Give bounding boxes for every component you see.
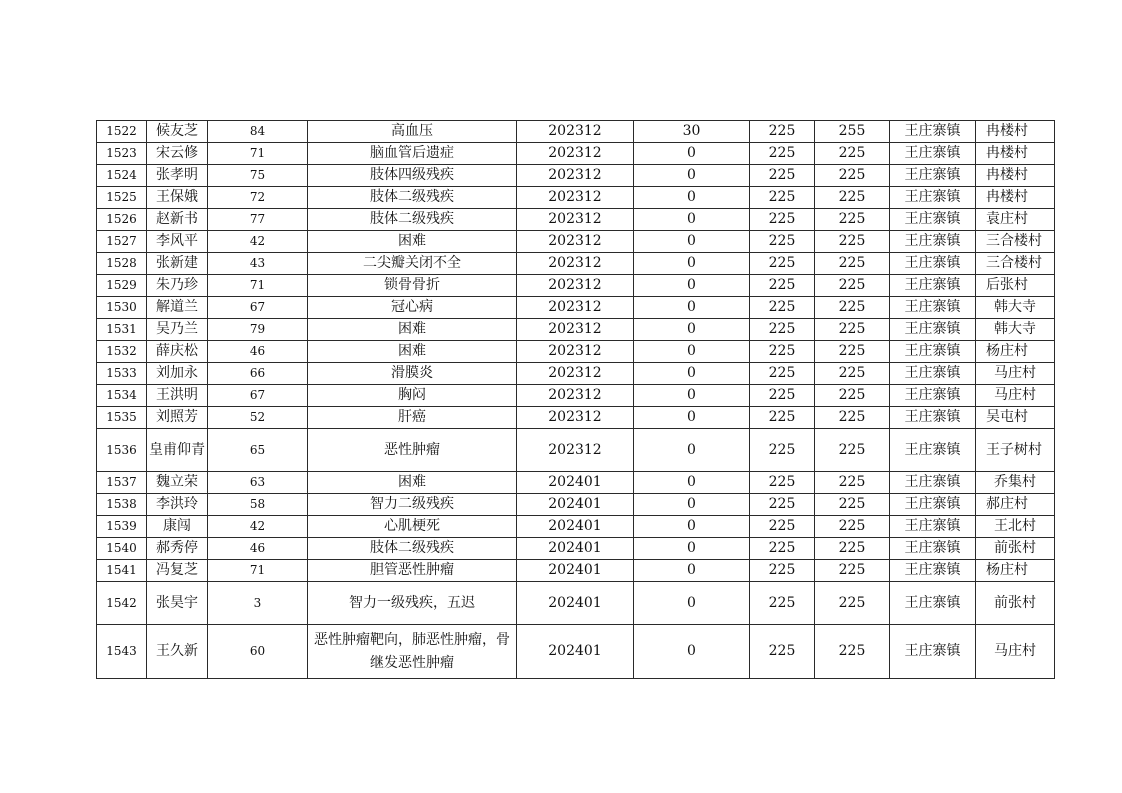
period-month-cell: 202312 <box>517 231 634 253</box>
amount-total-cell: 225 <box>815 582 890 625</box>
person-age-cell: 46 <box>208 341 308 363</box>
person-age-cell: 63 <box>208 472 308 494</box>
amount-1-cell: 0 <box>634 253 750 275</box>
person-age-cell: 58 <box>208 494 308 516</box>
village-cell: 三合楼村 <box>976 253 1055 275</box>
village-cell: 韩大寺 <box>976 297 1055 319</box>
table-row <box>97 209 1055 231</box>
person-name-cell: 张孝明 <box>147 165 208 187</box>
village-cell: 杨庄村 <box>976 341 1055 363</box>
period-month-cell: 202312 <box>517 429 634 472</box>
record-number-cell: 1541 <box>97 560 147 582</box>
amount-1-cell: 0 <box>634 231 750 253</box>
person-age-cell: 66 <box>208 363 308 385</box>
table-row <box>97 407 1055 429</box>
amount-1-cell: 0 <box>634 407 750 429</box>
town-cell: 王庄寨镇 <box>890 407 976 429</box>
record-number-cell: 1522 <box>97 121 147 143</box>
period-month-cell: 202401 <box>517 538 634 560</box>
condition-cell: 困难 <box>308 472 517 494</box>
village-cell: 冉楼村 <box>976 187 1055 209</box>
amount-1-cell: 0 <box>634 319 750 341</box>
town-cell: 王庄寨镇 <box>890 231 976 253</box>
person-age-cell: 60 <box>208 625 308 679</box>
amount-2-cell: 225 <box>750 341 815 363</box>
condition-cell: 脑血管后遗症 <box>308 143 517 165</box>
village-cell: 王北村 <box>976 516 1055 538</box>
town-cell: 王庄寨镇 <box>890 209 976 231</box>
town-cell: 王庄寨镇 <box>890 494 976 516</box>
record-number-cell: 1524 <box>97 165 147 187</box>
amount-1-cell: 0 <box>634 429 750 472</box>
table-row <box>97 297 1055 319</box>
person-name-cell: 郝秀停 <box>147 538 208 560</box>
person-name-cell: 魏立荣 <box>147 472 208 494</box>
town-cell: 王庄寨镇 <box>890 121 976 143</box>
person-name-cell: 刘加永 <box>147 363 208 385</box>
person-age-cell: 52 <box>208 407 308 429</box>
amount-2-cell: 225 <box>750 429 815 472</box>
village-cell: 袁庄村 <box>976 209 1055 231</box>
amount-total-cell: 225 <box>815 165 890 187</box>
period-month-cell: 202401 <box>517 472 634 494</box>
person-name-cell: 李洪玲 <box>147 494 208 516</box>
record-number-cell: 1531 <box>97 319 147 341</box>
person-name-cell: 宋云修 <box>147 143 208 165</box>
record-number-cell: 1542 <box>97 582 147 625</box>
condition-cell: 困难 <box>308 341 517 363</box>
record-number-cell: 1543 <box>97 625 147 679</box>
condition-cell: 二尖瓣关闭不全 <box>308 253 517 275</box>
village-cell: 吴屯村 <box>976 407 1055 429</box>
amount-2-cell: 225 <box>750 494 815 516</box>
period-month-cell: 202312 <box>517 165 634 187</box>
table-row <box>97 341 1055 363</box>
person-name-cell: 康闯 <box>147 516 208 538</box>
person-age-cell: 77 <box>208 209 308 231</box>
period-month-cell: 202312 <box>517 121 634 143</box>
amount-2-cell: 225 <box>750 385 815 407</box>
person-age-cell: 84 <box>208 121 308 143</box>
amount-total-cell: 225 <box>815 341 890 363</box>
person-age-cell: 65 <box>208 429 308 472</box>
record-number-cell: 1523 <box>97 143 147 165</box>
village-cell: 三合楼村 <box>976 231 1055 253</box>
village-cell: 韩大寺 <box>976 319 1055 341</box>
record-number-cell: 1529 <box>97 275 147 297</box>
period-month-cell: 202312 <box>517 341 634 363</box>
condition-cell: 智力一级残疾，五迟 <box>308 582 517 625</box>
condition-cell: 冠心病 <box>308 297 517 319</box>
record-number-cell: 1538 <box>97 494 147 516</box>
table-row <box>97 253 1055 275</box>
town-cell: 王庄寨镇 <box>890 385 976 407</box>
table-row <box>97 363 1055 385</box>
table-row <box>97 429 1055 472</box>
amount-1-cell: 30 <box>634 121 750 143</box>
amount-1-cell: 0 <box>634 385 750 407</box>
person-age-cell: 3 <box>208 582 308 625</box>
person-name-cell: 王保娥 <box>147 187 208 209</box>
amount-2-cell: 225 <box>750 625 815 679</box>
amount-1-cell: 0 <box>634 165 750 187</box>
period-month-cell: 202401 <box>517 582 634 625</box>
amount-1-cell: 0 <box>634 582 750 625</box>
period-month-cell: 202312 <box>517 143 634 165</box>
town-cell: 王庄寨镇 <box>890 516 976 538</box>
amount-1-cell: 0 <box>634 472 750 494</box>
person-name-cell: 王久新 <box>147 625 208 679</box>
village-cell: 后张村 <box>976 275 1055 297</box>
record-number-cell: 1532 <box>97 341 147 363</box>
condition-cell: 胆管恶性肿瘤 <box>308 560 517 582</box>
person-age-cell: 67 <box>208 297 308 319</box>
amount-2-cell: 225 <box>750 560 815 582</box>
record-number-cell: 1536 <box>97 429 147 472</box>
record-number-cell: 1534 <box>97 385 147 407</box>
amount-2-cell: 225 <box>750 319 815 341</box>
condition-cell: 滑膜炎 <box>308 363 517 385</box>
record-number-cell: 1526 <box>97 209 147 231</box>
condition-cell: 智力二级残疾 <box>308 494 517 516</box>
person-name-cell: 解道兰 <box>147 297 208 319</box>
person-age-cell: 46 <box>208 538 308 560</box>
person-name-cell: 李风平 <box>147 231 208 253</box>
period-month-cell: 202312 <box>517 187 634 209</box>
condition-cell: 肢体二级残疾 <box>308 538 517 560</box>
period-month-cell: 202401 <box>517 516 634 538</box>
person-age-cell: 42 <box>208 231 308 253</box>
amount-1-cell: 0 <box>634 341 750 363</box>
village-cell: 马庄村 <box>976 363 1055 385</box>
amount-2-cell: 225 <box>750 121 815 143</box>
person-name-cell: 赵新书 <box>147 209 208 231</box>
period-month-cell: 202312 <box>517 297 634 319</box>
amount-total-cell: 225 <box>815 187 890 209</box>
amount-total-cell: 225 <box>815 253 890 275</box>
amount-2-cell: 225 <box>750 472 815 494</box>
condition-cell: 困难 <box>308 319 517 341</box>
record-number-cell: 1539 <box>97 516 147 538</box>
amount-total-cell: 225 <box>815 494 890 516</box>
amount-total-cell: 225 <box>815 297 890 319</box>
period-month-cell: 202312 <box>517 319 634 341</box>
amount-total-cell: 255 <box>815 121 890 143</box>
amount-total-cell: 225 <box>815 385 890 407</box>
town-cell: 王庄寨镇 <box>890 625 976 679</box>
period-month-cell: 202312 <box>517 253 634 275</box>
amount-total-cell: 225 <box>815 209 890 231</box>
town-cell: 王庄寨镇 <box>890 560 976 582</box>
condition-cell: 困难 <box>308 231 517 253</box>
town-cell: 王庄寨镇 <box>890 275 976 297</box>
town-cell: 王庄寨镇 <box>890 297 976 319</box>
period-month-cell: 202312 <box>517 407 634 429</box>
town-cell: 王庄寨镇 <box>890 582 976 625</box>
amount-2-cell: 225 <box>750 209 815 231</box>
amount-total-cell: 225 <box>815 472 890 494</box>
amount-1-cell: 0 <box>634 538 750 560</box>
amount-2-cell: 225 <box>750 253 815 275</box>
amount-1-cell: 0 <box>634 209 750 231</box>
person-age-cell: 72 <box>208 187 308 209</box>
table-row <box>97 187 1055 209</box>
amount-1-cell: 0 <box>634 187 750 209</box>
town-cell: 王庄寨镇 <box>890 341 976 363</box>
amount-total-cell: 225 <box>815 231 890 253</box>
amount-total-cell: 225 <box>815 275 890 297</box>
person-name-cell: 候友芝 <box>147 121 208 143</box>
town-cell: 王庄寨镇 <box>890 319 976 341</box>
amount-total-cell: 225 <box>815 143 890 165</box>
condition-cell: 高血压 <box>308 121 517 143</box>
amount-2-cell: 225 <box>750 187 815 209</box>
condition-cell: 恶性肿瘤 <box>308 429 517 472</box>
record-number-cell: 1535 <box>97 407 147 429</box>
town-cell: 王庄寨镇 <box>890 143 976 165</box>
amount-2-cell: 225 <box>750 231 815 253</box>
amount-1-cell: 0 <box>634 363 750 385</box>
record-number-cell: 1525 <box>97 187 147 209</box>
table-row <box>97 582 1055 625</box>
record-number-cell: 1527 <box>97 231 147 253</box>
record-number-cell: 1540 <box>97 538 147 560</box>
person-name-cell: 王洪明 <box>147 385 208 407</box>
person-name-cell: 张昊宇 <box>147 582 208 625</box>
period-month-cell: 202401 <box>517 494 634 516</box>
village-cell: 前张村 <box>976 538 1055 560</box>
person-name-cell: 刘照芳 <box>147 407 208 429</box>
village-cell: 王子树村 <box>976 429 1055 472</box>
period-month-cell: 202401 <box>517 560 634 582</box>
amount-total-cell: 225 <box>815 538 890 560</box>
person-age-cell: 43 <box>208 253 308 275</box>
village-cell: 冉楼村 <box>976 121 1055 143</box>
village-cell: 冉楼村 <box>976 165 1055 187</box>
village-cell: 冉楼村 <box>976 143 1055 165</box>
person-age-cell: 71 <box>208 275 308 297</box>
person-name-cell: 薛庆松 <box>147 341 208 363</box>
record-number-cell: 1537 <box>97 472 147 494</box>
amount-1-cell: 0 <box>634 560 750 582</box>
person-name-cell: 吴乃兰 <box>147 319 208 341</box>
town-cell: 王庄寨镇 <box>890 538 976 560</box>
person-age-cell: 67 <box>208 385 308 407</box>
village-cell: 马庄村 <box>976 625 1055 679</box>
town-cell: 王庄寨镇 <box>890 363 976 385</box>
table-row <box>97 231 1055 253</box>
amount-1-cell: 0 <box>634 143 750 165</box>
amount-total-cell: 225 <box>815 560 890 582</box>
amount-1-cell: 0 <box>634 494 750 516</box>
amount-2-cell: 225 <box>750 407 815 429</box>
amount-2-cell: 225 <box>750 143 815 165</box>
town-cell: 王庄寨镇 <box>890 187 976 209</box>
amount-total-cell: 225 <box>815 625 890 679</box>
condition-cell: 肝癌 <box>308 407 517 429</box>
table-row <box>97 143 1055 165</box>
condition-cell: 肢体二级残疾 <box>308 187 517 209</box>
table-row <box>97 275 1055 297</box>
person-name-cell: 冯复芝 <box>147 560 208 582</box>
amount-1-cell: 0 <box>634 516 750 538</box>
period-month-cell: 202312 <box>517 209 634 231</box>
period-month-cell: 202312 <box>517 275 634 297</box>
amount-total-cell: 225 <box>815 319 890 341</box>
condition-cell: 肢体二级残疾 <box>308 209 517 231</box>
condition-cell: 心肌梗死 <box>308 516 517 538</box>
amount-total-cell: 225 <box>815 516 890 538</box>
table-row <box>97 494 1055 516</box>
village-cell: 乔集村 <box>976 472 1055 494</box>
amount-1-cell: 0 <box>634 297 750 319</box>
table-row <box>97 385 1055 407</box>
table-row <box>97 319 1055 341</box>
amount-2-cell: 225 <box>750 516 815 538</box>
condition-cell: 胸闷 <box>308 385 517 407</box>
village-cell: 马庄村 <box>976 385 1055 407</box>
amount-2-cell: 225 <box>750 297 815 319</box>
person-age-cell: 42 <box>208 516 308 538</box>
village-cell: 前张村 <box>976 582 1055 625</box>
amount-2-cell: 225 <box>750 363 815 385</box>
person-name-cell: 皇甫仰青 <box>147 429 208 472</box>
condition-cell: 恶性肿瘤靶向，肺恶性肿瘤，骨继发恶性肿瘤 <box>308 625 517 679</box>
records-table <box>96 120 1055 679</box>
town-cell: 王庄寨镇 <box>890 253 976 275</box>
condition-cell: 肢体四级残疾 <box>308 165 517 187</box>
record-number-cell: 1530 <box>97 297 147 319</box>
person-name-cell: 朱乃珍 <box>147 275 208 297</box>
period-month-cell: 202312 <box>517 385 634 407</box>
town-cell: 王庄寨镇 <box>890 165 976 187</box>
table-row <box>97 560 1055 582</box>
table-row <box>97 516 1055 538</box>
amount-2-cell: 225 <box>750 275 815 297</box>
table-row <box>97 538 1055 560</box>
amount-2-cell: 225 <box>750 582 815 625</box>
person-age-cell: 71 <box>208 143 308 165</box>
amount-1-cell: 0 <box>634 275 750 297</box>
period-month-cell: 202401 <box>517 625 634 679</box>
table-row <box>97 165 1055 187</box>
table-row <box>97 472 1055 494</box>
amount-1-cell: 0 <box>634 625 750 679</box>
condition-cell: 锁骨骨折 <box>308 275 517 297</box>
record-number-cell: 1528 <box>97 253 147 275</box>
amount-total-cell: 225 <box>815 363 890 385</box>
village-cell: 杨庄村 <box>976 560 1055 582</box>
table-row <box>97 121 1055 143</box>
town-cell: 王庄寨镇 <box>890 472 976 494</box>
person-name-cell: 张新建 <box>147 253 208 275</box>
person-age-cell: 75 <box>208 165 308 187</box>
record-number-cell: 1533 <box>97 363 147 385</box>
amount-2-cell: 225 <box>750 538 815 560</box>
person-age-cell: 79 <box>208 319 308 341</box>
person-age-cell: 71 <box>208 560 308 582</box>
table-row <box>97 625 1055 679</box>
amount-2-cell: 225 <box>750 165 815 187</box>
amount-total-cell: 225 <box>815 429 890 472</box>
period-month-cell: 202312 <box>517 363 634 385</box>
amount-total-cell: 225 <box>815 407 890 429</box>
town-cell: 王庄寨镇 <box>890 429 976 472</box>
village-cell: 郝庄村 <box>976 494 1055 516</box>
